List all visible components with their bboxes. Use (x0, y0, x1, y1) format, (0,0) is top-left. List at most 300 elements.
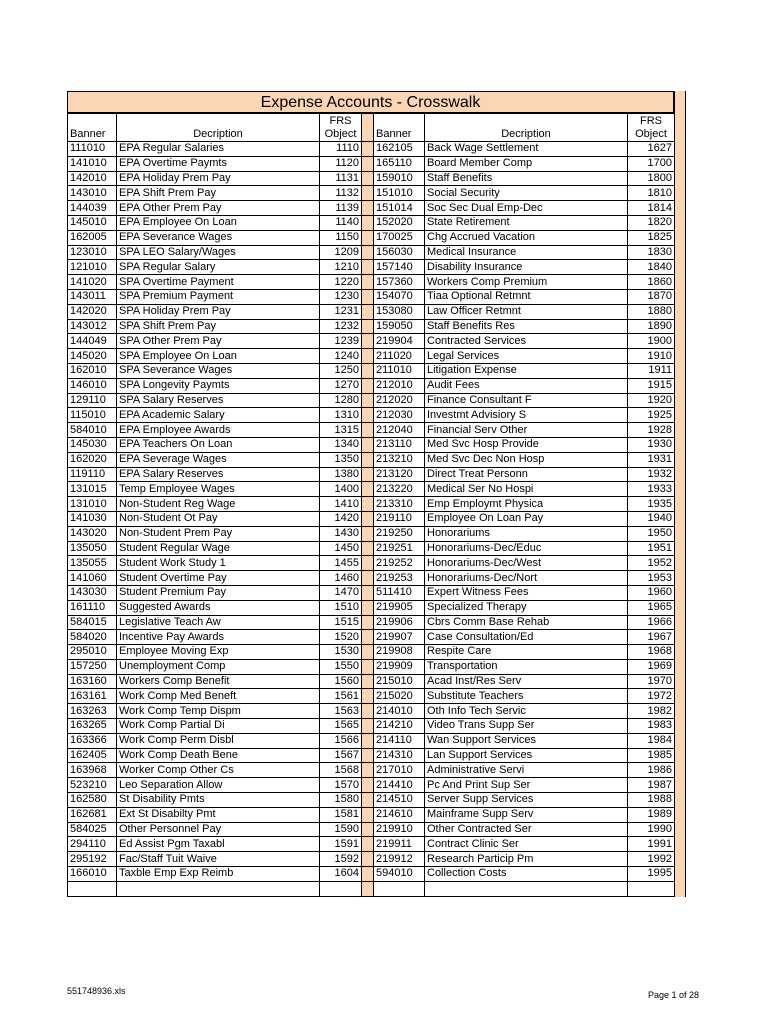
table-row (68, 585, 675, 600)
cell-banner-right: 214310 (374, 748, 425, 763)
cell-banner-left: 162005 (68, 230, 117, 245)
cell-frs-left: 1515 (320, 615, 362, 630)
cell-frs-right: 1991 (628, 837, 675, 852)
cell-column-gap (362, 571, 374, 586)
cell-frs-right: 1933 (628, 482, 675, 497)
cell-banner-right: 213110 (374, 437, 425, 452)
cell-banner-left: 141010 (68, 156, 117, 171)
cell-column-gap (362, 393, 374, 408)
table-row (68, 334, 675, 349)
table-row (68, 748, 675, 763)
cell-column-gap (362, 363, 374, 378)
cell-description-right: Audit Fees (425, 378, 628, 393)
crosswalk-table (67, 113, 675, 897)
cell-banner-right: 219253 (374, 571, 425, 586)
cell-frs-right: 1928 (628, 423, 675, 438)
cell-frs-left: 1110 (320, 142, 362, 157)
cell-banner-left: 145020 (68, 349, 117, 364)
cell-banner-left: 294110 (68, 837, 117, 852)
cell-description-right: Honorariums-Dec/Nort (425, 571, 628, 586)
cell-banner-left: 162681 (68, 807, 117, 822)
cell-banner-left: 142010 (68, 171, 117, 186)
cell-description-right: Financial Serv Other (425, 423, 628, 438)
cell-banner-left: 157250 (68, 659, 117, 674)
cell-frs-left: 1592 (320, 852, 362, 867)
cell-description-right: Collection Costs (425, 867, 628, 882)
table-row (68, 600, 675, 615)
cell-description-left: Fac/Staff Tuit Waive (117, 852, 320, 867)
cell-frs-right: 1986 (628, 763, 675, 778)
header-frs-left: FRS Object (320, 114, 362, 142)
cell-frs-left: 1581 (320, 807, 362, 822)
cell-column-gap (362, 437, 374, 452)
cell-column-gap (362, 215, 374, 230)
cell-banner-left: 135050 (68, 541, 117, 556)
cell-frs-left: 1280 (320, 393, 362, 408)
cell-column-gap (362, 704, 374, 719)
cell-frs-left: 1231 (320, 304, 362, 319)
cell-banner-right: 212040 (374, 423, 425, 438)
cell-frs-left: 1460 (320, 571, 362, 586)
cell-column-gap (362, 719, 374, 734)
cell-description-left: Workers Comp Benefit (117, 674, 320, 689)
cell-banner-right: 219907 (374, 630, 425, 645)
cell-frs-left: 1510 (320, 600, 362, 615)
table-row (68, 437, 675, 452)
cell-column-gap (362, 585, 374, 600)
cell-frs-right: 1880 (628, 304, 675, 319)
table-row (68, 275, 675, 290)
cell-banner-left: 129110 (68, 393, 117, 408)
cell-banner-right: 151010 (374, 186, 425, 201)
footer-page-number: Page 1 of 28 (648, 990, 700, 1000)
cell-description-left: Ext St Disabilty Pmt (117, 807, 320, 822)
cell-banner-left: 162010 (68, 363, 117, 378)
cell-description-right: Expert Witness Fees (425, 585, 628, 600)
cell-frs-left: 1220 (320, 275, 362, 290)
cell-banner-right: 511410 (374, 585, 425, 600)
cell-banner-right: 151014 (374, 201, 425, 216)
cell-banner-left: 163160 (68, 674, 117, 689)
cell-frs-right: 1931 (628, 452, 675, 467)
cell-banner-right: 165110 (374, 156, 425, 171)
cell-frs-right: 1860 (628, 275, 675, 290)
cell-column-gap (362, 689, 374, 704)
cell-banner-right: 157360 (374, 275, 425, 290)
cell-banner-right: 213120 (374, 467, 425, 482)
cell-frs-right: 1984 (628, 733, 675, 748)
cell-column-gap (362, 467, 374, 482)
table-row (68, 674, 675, 689)
cell-banner-right: 162105 (374, 142, 425, 157)
cell-banner-left: 163265 (68, 719, 117, 734)
cell-column-gap (362, 156, 374, 171)
cell-description-left: Student Premium Pay (117, 585, 320, 600)
cell-description-right: Medical Insurance (425, 245, 628, 260)
cell-column-gap (362, 452, 374, 467)
cell-description-right: Soc Sec Dual Emp-Dec (425, 201, 628, 216)
cell-banner-left: 143020 (68, 526, 117, 541)
table-row (68, 245, 675, 260)
cell-frs-left: 1270 (320, 378, 362, 393)
cell-column-gap (362, 541, 374, 556)
table-row (68, 289, 675, 304)
cell-frs-right: 1960 (628, 585, 675, 600)
cell-frs-right: 1911 (628, 363, 675, 378)
cell-column-gap (362, 837, 374, 852)
table-row (68, 186, 675, 201)
cell-banner-left: 141020 (68, 275, 117, 290)
cell-frs-right: 1830 (628, 245, 675, 260)
cell-banner-right: 170025 (374, 230, 425, 245)
cell-banner-right: 152020 (374, 215, 425, 230)
cell-description-left: Work Comp Partial Di (117, 719, 320, 734)
footer-filename: 551748936.xls (67, 986, 126, 996)
cell-banner-left: 162020 (68, 452, 117, 467)
cell-frs-left: 1430 (320, 526, 362, 541)
cell-description-left: EPA Teachers On Loan (117, 437, 320, 452)
table-row (68, 763, 675, 778)
cell-banner-left: 143011 (68, 289, 117, 304)
sheet-title: Expense Accounts - Crosswalk (67, 91, 674, 113)
cell-frs-right: 1915 (628, 378, 675, 393)
cell-column-gap (362, 171, 374, 186)
cell-column-gap (362, 526, 374, 541)
cell-banner-right: 214410 (374, 778, 425, 793)
cell-description-right: Chg Accrued Vacation (425, 230, 628, 245)
cell-frs-right: 1940 (628, 511, 675, 526)
cell-frs-right: 1987 (628, 778, 675, 793)
cell-banner-right: 159010 (374, 171, 425, 186)
cell-column-gap (362, 304, 374, 319)
cell-column-gap (362, 630, 374, 645)
cell-frs-right: 1965 (628, 600, 675, 615)
cell-banner-right: 154070 (374, 289, 425, 304)
cell-banner-right: 214610 (374, 807, 425, 822)
cell-frs-left: 1240 (320, 349, 362, 364)
cell-banner-right: 213210 (374, 452, 425, 467)
cell-frs-left: 1561 (320, 689, 362, 704)
cell-banner-right: 153080 (374, 304, 425, 319)
spreadsheet (67, 91, 686, 897)
cell-column-gap (362, 289, 374, 304)
cell-frs-right: 1983 (628, 719, 675, 734)
cell-column-gap (362, 778, 374, 793)
table-row (68, 230, 675, 245)
cell-frs-left: 1580 (320, 793, 362, 808)
cell-frs-left: 1530 (320, 645, 362, 660)
cell-banner-left: 295010 (68, 645, 117, 660)
cell-frs-right: 1840 (628, 260, 675, 275)
table-row (68, 201, 675, 216)
cell-frs-right: 1951 (628, 541, 675, 556)
cell-frs-right: 1982 (628, 704, 675, 719)
cell-description-left: Incentive Pay Awards (117, 630, 320, 645)
cell-banner-right: 211010 (374, 363, 425, 378)
table-row (68, 171, 675, 186)
cell-frs-right: 1972 (628, 689, 675, 704)
table-row (68, 363, 675, 378)
cell-banner-right: 214510 (374, 793, 425, 808)
cell-frs-right: 1932 (628, 467, 675, 482)
cell-description-right: Direct Treat Personn (425, 467, 628, 482)
cell-column-gap (362, 556, 374, 571)
table-row (68, 349, 675, 364)
table-row (68, 556, 675, 571)
table-row (68, 393, 675, 408)
cell-frs-left: 1250 (320, 363, 362, 378)
cell-description-left: EPA Employee Awards (117, 423, 320, 438)
cell-frs-right: 1810 (628, 186, 675, 201)
cell-frs-left: 1450 (320, 541, 362, 556)
cell-column-gap (362, 408, 374, 423)
cell-description-left: EPA Salary Reserves (117, 467, 320, 482)
cell-banner-right: 219909 (374, 659, 425, 674)
cell-banner-left: 111010 (68, 142, 117, 157)
cell-description-right: Research Particip Pm (425, 852, 628, 867)
cell-frs-right: 1967 (628, 630, 675, 645)
cell-banner-right: 219912 (374, 852, 425, 867)
cell-frs-left: 1565 (320, 719, 362, 734)
cell-column-gap (362, 349, 374, 364)
cell-description-right: Server Supp Services (425, 793, 628, 808)
cell-frs-left: 1520 (320, 630, 362, 645)
cell-frs-right: 1990 (628, 822, 675, 837)
header-banner-left: Banner (68, 114, 117, 142)
table-row (68, 319, 675, 334)
cell-banner-left: 144049 (68, 334, 117, 349)
cell-banner-left: 163161 (68, 689, 117, 704)
cell-column-gap (362, 319, 374, 334)
table-row (68, 423, 675, 438)
cell-column-gap (362, 260, 374, 275)
cell-description-right: Pc And Print Sup Ser (425, 778, 628, 793)
cell-description-right: Staff Benefits Res (425, 319, 628, 334)
cell-banner-left: 142020 (68, 304, 117, 319)
header-description-right: Decription (425, 114, 628, 142)
cell-description-left: Non-Student Ot Pay (117, 511, 320, 526)
cell-banner-right: 219911 (374, 837, 425, 852)
cell-banner-right: 214010 (374, 704, 425, 719)
cell-frs-left: 1310 (320, 408, 362, 423)
cell-description-right: Staff Benefits (425, 171, 628, 186)
cell-description-right: Investmt Advisiory S (425, 408, 628, 423)
cell-banner-left: 162405 (68, 748, 117, 763)
table-row (68, 704, 675, 719)
cell-banner-right: 219252 (374, 556, 425, 571)
table-row (68, 541, 675, 556)
header-description-left: Decription (117, 114, 320, 142)
table-row (68, 807, 675, 822)
cell-description-left: EPA Other Prem Pay (117, 201, 320, 216)
cell-banner-left: 145030 (68, 437, 117, 452)
cell-description-right: Honorariums-Dec/Educ (425, 541, 628, 556)
cell-banner-left: 131015 (68, 482, 117, 497)
table-row (68, 867, 675, 882)
cell-frs-right: 1992 (628, 852, 675, 867)
cell-column-gap (362, 497, 374, 512)
table-row (68, 615, 675, 630)
cell-banner-right: 219251 (374, 541, 425, 556)
cell-banner-right: 215020 (374, 689, 425, 704)
table-row (68, 689, 675, 704)
cell-description-left: SPA Salary Reserves (117, 393, 320, 408)
cell-frs-right: 1970 (628, 674, 675, 689)
cell-column-gap (362, 793, 374, 808)
cell-description-left: Ed Assist Pgm Taxabl (117, 837, 320, 852)
cell-banner-right: 211020 (374, 349, 425, 364)
table-row (68, 659, 675, 674)
cell-frs-left: 1139 (320, 201, 362, 216)
cell-frs-right: 1985 (628, 748, 675, 763)
cell-description-left: Work Comp Death Bene (117, 748, 320, 763)
cell-frs-left: 1550 (320, 659, 362, 674)
cell-frs-right: 1952 (628, 556, 675, 571)
cell-banner-left: 166010 (68, 867, 117, 882)
cell-description-left: Non-Student Reg Wage (117, 497, 320, 512)
cell-banner-left: 146010 (68, 378, 117, 393)
cell-frs-right: 1989 (628, 807, 675, 822)
cell-description-right: Workers Comp Premium (425, 275, 628, 290)
cell-banner-left: 161110 (68, 600, 117, 615)
cell-description-right: Contracted Services (425, 334, 628, 349)
cell-description-right: Cbrs Comm Base Rehab (425, 615, 628, 630)
cell-description-left: Unemployment Comp (117, 659, 320, 674)
cell-banner-right: 219910 (374, 822, 425, 837)
cell-column-gap (362, 230, 374, 245)
cell-description-left: Work Comp Temp Dispm (117, 704, 320, 719)
table-row (68, 645, 675, 660)
cell-frs-left: 1563 (320, 704, 362, 719)
cell-frs-right: 1995 (628, 867, 675, 882)
cell-description-left: EPA Overtime Paymts (117, 156, 320, 171)
cell-column-gap (362, 763, 374, 778)
cell-description-left: EPA Holiday Prem Pay (117, 171, 320, 186)
cell-description-right: Lan Support Services (425, 748, 628, 763)
cell-frs-left: 1570 (320, 778, 362, 793)
cell-column-gap (362, 645, 374, 660)
cell-banner-right: 156030 (374, 245, 425, 260)
cell-banner-left: 584025 (68, 822, 117, 837)
cell-frs-right: 1820 (628, 215, 675, 230)
cell-frs-left: 1400 (320, 482, 362, 497)
cell-column-gap (362, 733, 374, 748)
cell-description-right: Emp Employmt Physica (425, 497, 628, 512)
cell-description-right: Medical Ser No Hospi (425, 482, 628, 497)
cell-frs-right: 1930 (628, 437, 675, 452)
cell-frs-left: 1132 (320, 186, 362, 201)
cell-description-right: Finance Consultant F (425, 393, 628, 408)
table-row (68, 526, 675, 541)
cell-description-left: SPA Shift Prem Pay (117, 319, 320, 334)
cell-banner-left: 143010 (68, 186, 117, 201)
cell-frs-left: 1239 (320, 334, 362, 349)
cell-frs-right: 1800 (628, 171, 675, 186)
table-row (68, 304, 675, 319)
cell-description-left: EPA Severage Wages (117, 452, 320, 467)
cell-banner-left: 163366 (68, 733, 117, 748)
cell-description-left: EPA Employee On Loan (117, 215, 320, 230)
cell-description-left: Non-Student Prem Pay (117, 526, 320, 541)
cell-description-right: Back Wage Settlement (425, 142, 628, 157)
cell-frs-left: 1470 (320, 585, 362, 600)
cell-description-left: Employee Moving Exp (117, 645, 320, 660)
cell-description-left: St Disability Pmts (117, 793, 320, 808)
cell-column-gap (362, 378, 374, 393)
cell-banner-right: 594010 (374, 867, 425, 882)
cell-banner-right: 159050 (374, 319, 425, 334)
cell-banner-left: 584020 (68, 630, 117, 645)
empty-row (68, 881, 675, 896)
cell-description-left: Student Regular Wage (117, 541, 320, 556)
cell-frs-left: 1350 (320, 452, 362, 467)
cell-description-left: SPA LEO Salary/Wages (117, 245, 320, 260)
table-row (68, 408, 675, 423)
cell-description-right: Contract Clinic Ser (425, 837, 628, 852)
cell-description-right: Acad Inst/Res Serv (425, 674, 628, 689)
cell-column-gap (362, 822, 374, 837)
cell-frs-right: 1920 (628, 393, 675, 408)
table-row (68, 452, 675, 467)
cell-frs-left: 1455 (320, 556, 362, 571)
table-row (68, 378, 675, 393)
cell-frs-right: 1925 (628, 408, 675, 423)
table-row (68, 511, 675, 526)
table-row (68, 482, 675, 497)
cell-description-left: Temp Employee Wages (117, 482, 320, 497)
cell-banner-left: 135055 (68, 556, 117, 571)
cell-column-gap (362, 615, 374, 630)
cell-banner-right: 214210 (374, 719, 425, 734)
cell-frs-left: 1380 (320, 467, 362, 482)
cell-description-right: Mainframe Supp Serv (425, 807, 628, 822)
cell-banner-left: 162580 (68, 793, 117, 808)
cell-frs-left: 1140 (320, 215, 362, 230)
cell-banner-right: 212030 (374, 408, 425, 423)
cell-description-left: Suggested Awards (117, 600, 320, 615)
cell-frs-right: 1935 (628, 497, 675, 512)
cell-banner-left: 145010 (68, 215, 117, 230)
cell-description-left: SPA Longevity Paymts (117, 378, 320, 393)
cell-banner-left: 163968 (68, 763, 117, 778)
cell-description-left: SPA Premium Payment (117, 289, 320, 304)
cell-description-right: Disability Insurance (425, 260, 628, 275)
cell-description-right: Specialized Therapy (425, 600, 628, 615)
right-border-stripe (674, 91, 686, 897)
cell-frs-right: 1700 (628, 156, 675, 171)
cell-description-right: State Retirement (425, 215, 628, 230)
cell-banner-right: 214110 (374, 733, 425, 748)
cell-description-right: Litigation Expense (425, 363, 628, 378)
cell-frs-right: 1814 (628, 201, 675, 216)
table-row (68, 822, 675, 837)
cell-banner-right: 219904 (374, 334, 425, 349)
cell-description-left: Leo Separation Allow (117, 778, 320, 793)
cell-banner-right: 212010 (374, 378, 425, 393)
cell-banner-right: 219110 (374, 511, 425, 526)
cell-banner-left: 523210 (68, 778, 117, 793)
cell-description-right: Tiaa Optional Retmnt (425, 289, 628, 304)
cell-column-gap (362, 852, 374, 867)
cell-column-gap (362, 423, 374, 438)
header-banner-right: Banner (374, 114, 425, 142)
cell-frs-left: 1590 (320, 822, 362, 837)
cell-description-right: Social Security (425, 186, 628, 201)
cell-frs-left: 1568 (320, 763, 362, 778)
cell-banner-left: 119110 (68, 467, 117, 482)
table-row (68, 497, 675, 512)
cell-frs-left: 1150 (320, 230, 362, 245)
